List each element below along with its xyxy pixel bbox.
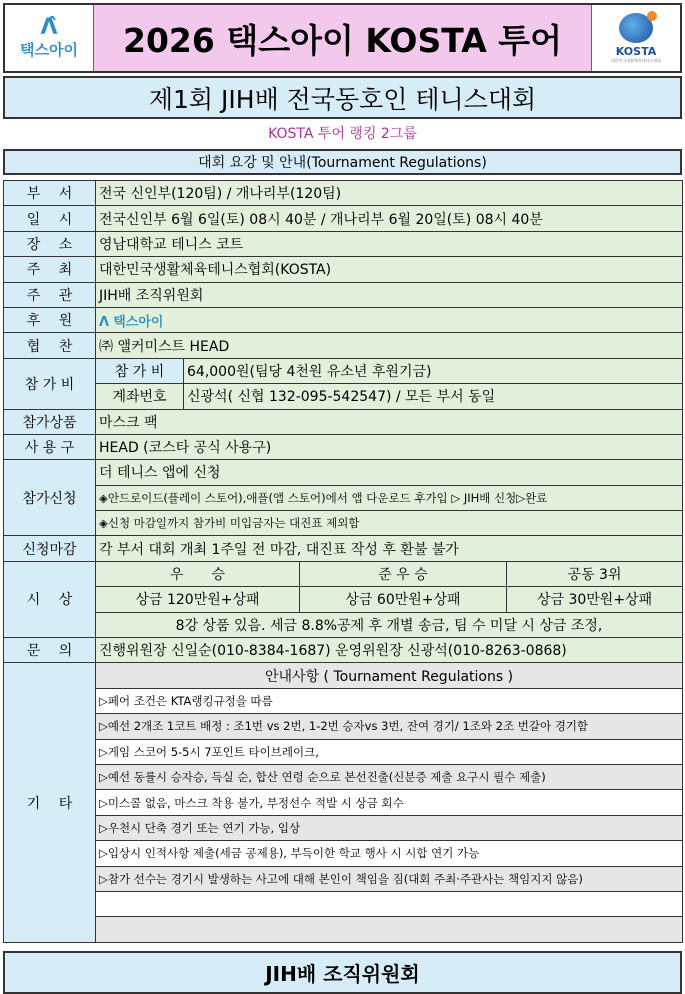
host-value: 대한민국생활체육테니스협회(KOSTA) bbox=[96, 257, 683, 282]
organizer-label: 주 관 bbox=[4, 282, 96, 307]
row-apply-2 bbox=[4, 485, 683, 510]
etc-item-5: ▷미스콜 없음, 마스크 착용 불가, 부정선수 적발 시 상금 회수 bbox=[96, 790, 683, 815]
etc-row bbox=[4, 891, 683, 916]
division-label: 부 서 bbox=[4, 181, 96, 206]
ranking-group: KOSTA 투어 랭킹 2그룹 bbox=[268, 126, 417, 142]
etc-item-6: ▷우천시 단축 경기 또는 연기 가능, 입상 bbox=[96, 815, 683, 840]
support-label: 협 찬 bbox=[4, 333, 96, 358]
venue-value: 영남대학교 테니스 코트 bbox=[96, 231, 683, 256]
etc-row bbox=[4, 688, 683, 713]
venue-label: 장 소 bbox=[4, 231, 96, 256]
prize-amount-1: 상금 120만원+상패 bbox=[96, 587, 300, 612]
row-gift bbox=[4, 409, 683, 434]
row-apply-1 bbox=[4, 460, 683, 485]
deadline-value: 각 부서 대회 개최 1주일 전 마감, 대진표 작성 후 환불 불가 bbox=[96, 536, 683, 561]
row-account bbox=[4, 384, 683, 409]
etc-header: 안내사항 ( Tournament Regulations ) bbox=[96, 663, 683, 688]
row-venue bbox=[4, 231, 683, 256]
header bbox=[3, 3, 682, 73]
prize-header-1: 우 승 bbox=[96, 561, 300, 586]
row-organizer bbox=[4, 282, 683, 307]
kosta-emblem-icon bbox=[619, 13, 653, 43]
tournament-title: 제1회 JIH배 전국동호인 테니스대회 bbox=[3, 76, 682, 119]
etc-row bbox=[4, 815, 683, 840]
etc-row bbox=[4, 866, 683, 891]
support-value: ㈜ 앨커미스트 HEAD bbox=[96, 333, 683, 358]
prize-label: 시 상 bbox=[4, 561, 96, 637]
etc-item-10 bbox=[96, 917, 683, 942]
account-value: 신광석( 신협 132-095-542547) / 모든 부서 동일 bbox=[184, 384, 683, 409]
etc-item-8: ▷참가 선수는 경기시 발생하는 사고에 대해 본인이 책임을 짐(대회 주최·주관사는 책임지지 않음) bbox=[96, 866, 683, 891]
etc-item-3: ▷게임 스코어 5-5시 7포인트 타이브레이크, bbox=[96, 739, 683, 764]
gift-value: 마스크 팩 bbox=[96, 409, 683, 434]
taxi-logo-icon: Λ̂ bbox=[40, 14, 58, 40]
etc-item-2: ▷예선 2개조 1코트 배정 : 조1번 vs 2번, 1-2번 승자vs 3번, 잔여 경기/ 1조와 2조 번갈아 경기함 bbox=[96, 714, 683, 739]
row-prize-note bbox=[4, 612, 683, 637]
prize-header-3: 공동 3위 bbox=[507, 561, 683, 586]
sponsor-value bbox=[96, 307, 683, 332]
row-contact bbox=[4, 638, 683, 663]
contact-value: 진행위원장 신일순(010-8384-1687) 운영위원장 신광석(010-8263-0868) bbox=[96, 638, 683, 663]
division-value: 전국 신인부(120팀) / 개나리부(120팀) bbox=[96, 181, 683, 206]
apply-line-2: ◈안드로이드(플레이 스토어),애플(앱 스토어)에서 앱 다운로드 후가입 ▷ JIH배 신청▷완료 bbox=[96, 485, 683, 510]
prize-amount-3: 상금 30만원+상패 bbox=[507, 587, 683, 612]
contact-label: 문 의 bbox=[4, 638, 96, 663]
row-etc-header bbox=[4, 663, 683, 688]
apply-line-3: ◈신청 마감일까지 참가비 미입금자는 대진표 제외함 bbox=[96, 511, 683, 536]
apply-label: 참가신청 bbox=[4, 460, 96, 536]
regulations-header: 대회 요강 및 안내(Tournament Regulations) bbox=[3, 149, 682, 175]
ball-value: HEAD (코스타 공식 사용구) bbox=[96, 434, 683, 459]
etc-item-1: ▷페어 조건은 KTA랭킹규정을 따름 bbox=[96, 688, 683, 713]
regulations-table bbox=[3, 180, 683, 943]
host-label: 주 최 bbox=[4, 257, 96, 282]
etc-item-4: ▷예선 동률시 승자승, 득실 순, 합산 연령 순으로 본선진출(신분증 제출 요구시 필수 제출) bbox=[96, 764, 683, 789]
taxi-logo-text: 택스아이 bbox=[20, 40, 78, 59]
row-prize-amounts bbox=[4, 587, 683, 612]
kosta-logo-text: KOSTA bbox=[615, 44, 657, 58]
row-host bbox=[4, 257, 683, 282]
etc-row bbox=[4, 714, 683, 739]
taxi-logo bbox=[5, 5, 93, 71]
prize-header-2: 준 우 승 bbox=[300, 561, 507, 586]
taxi-sponsor-icon: Λ bbox=[99, 314, 110, 330]
row-sponsor bbox=[4, 307, 683, 332]
row-prize-header bbox=[4, 561, 683, 586]
prize-note: 8강 상품 있음. 세금 8.8%공제 후 개별 송금, 팀 수 미달 시 상금 조정, bbox=[96, 612, 683, 637]
etc-item-7: ▷입상시 인적사항 제출(세금 공제용), 부득이한 학교 행사 시 시합 연기 가능 bbox=[96, 841, 683, 866]
gift-label: 참가상품 bbox=[4, 409, 96, 434]
row-ball bbox=[4, 434, 683, 459]
etc-row bbox=[4, 790, 683, 815]
fee-value: 64,000원(팀당 4천원 유소년 후원기금) bbox=[184, 358, 683, 383]
deadline-label: 신청마감 bbox=[4, 536, 96, 561]
etc-item-9 bbox=[96, 891, 683, 916]
fee-sub-label: 참 가 비 bbox=[96, 358, 184, 383]
sponsor-label: 후 원 bbox=[4, 307, 96, 332]
row-fee bbox=[4, 358, 683, 383]
row-support bbox=[4, 333, 683, 358]
date-label: 일 시 bbox=[4, 206, 96, 231]
etc-row bbox=[4, 917, 683, 942]
taxi-sponsor-logo bbox=[99, 315, 163, 329]
date-value: 전국신인부 6월 6일(토) 08시 40분 / 개나리부 6월 20일(토) 08시 40분 bbox=[96, 206, 683, 231]
header-title: 2026 택스아이 KOSTA 투어 bbox=[93, 5, 592, 71]
kosta-logo bbox=[592, 5, 680, 71]
row-date bbox=[4, 206, 683, 231]
ball-label: 사 용 구 bbox=[4, 434, 96, 459]
footer-organizer: JIH배 조직위원회 bbox=[3, 951, 682, 994]
account-label: 계좌번호 bbox=[96, 384, 184, 409]
prize-amount-2: 상금 60만원+상패 bbox=[300, 587, 507, 612]
row-division bbox=[4, 181, 683, 206]
row-deadline bbox=[4, 536, 683, 561]
kosta-logo-sub: 대한민국생활체육테니스협회 bbox=[610, 57, 662, 63]
etc-row bbox=[4, 841, 683, 866]
row-apply-3 bbox=[4, 511, 683, 536]
organizer-value: JIH배 조직위원회 bbox=[96, 282, 683, 307]
fee-label: 참 가 비 bbox=[4, 358, 96, 409]
apply-line-1: 더 테니스 앱에 신청 bbox=[96, 460, 683, 485]
etc-row bbox=[4, 739, 683, 764]
sponsor-name: 택스아이 bbox=[113, 314, 164, 330]
etc-label: 기 타 bbox=[4, 663, 96, 942]
etc-row bbox=[4, 764, 683, 789]
